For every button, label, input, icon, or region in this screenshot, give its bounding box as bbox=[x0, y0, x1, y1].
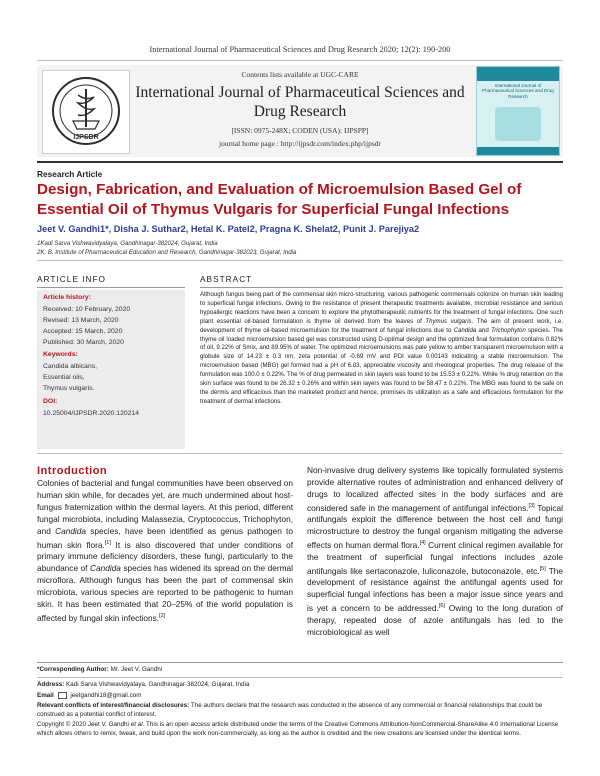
introduction-heading: Introduction bbox=[37, 465, 108, 477]
history-heading: Article history: bbox=[43, 294, 91, 301]
abstract-species-candida: Candida bbox=[453, 326, 477, 334]
article-title: Design, Fabrication, and Evaluation of Microemulsion Based Gel of Essential Oil of Thymus Vulgaris for Superficial Fungal Infections bbox=[37, 181, 522, 218]
article-info-rule bbox=[37, 287, 185, 288]
ref-3[interactable]: [3] bbox=[528, 502, 535, 509]
conflict-label: Relevant conflicts of interest/financial disclosures: bbox=[37, 702, 190, 709]
logo-text: IJPSDR bbox=[73, 134, 99, 141]
contents-line: Contents lists available at UGC-CARE bbox=[241, 70, 359, 79]
intro-left-s1: Colonies of bacterial and fungal communities have been observed on human skin while, for decades yet, are much undermined about host-fungus fraternization within the dermal layers. At this period, different fungal microbiota, including Malassezia, Cryptococcus, Trichophyton, and bbox=[37, 478, 293, 536]
introduction-right-column bbox=[307, 465, 563, 639]
abstract-and: and bbox=[478, 326, 489, 334]
keyword-3: Thymus vulgaris. bbox=[43, 385, 95, 392]
footer-rule bbox=[37, 662, 563, 663]
affiliation-2: 2K. B. Institute of Pharmaceutical Education and Research, Gandhinagar-382023, Gujarat, India bbox=[37, 249, 297, 256]
accepted-date: Accepted: 15 March, 2020 bbox=[43, 328, 123, 335]
ref-4[interactable]: [4] bbox=[419, 540, 426, 547]
corr-value: Mr. Jeet V. Gandhi bbox=[110, 666, 163, 673]
cover-bottom-band bbox=[477, 147, 559, 155]
author-email bbox=[37, 692, 563, 701]
abstract-part-3: species. The thyme oil loaded microemulsion based gel was constructed using D-optimal design and the optimized final formulation contains 0.82% of oil, 9.22% of Smix, and 89.95% of water. The optimized microemulsions was pale yellow to amber transparent microemulsion with a globule size of 14.23 ± 0.3 nm, zeta potential of -0.69 mV and PDI value 0.00143 indicating a stable microemulsion. The microemulsion based (MBG) gel formed had a pH of 6.03, appreciable viscosity and rheological properties. The drug release of the formulation was 100.0 ± 0.22%. The % of drug permeated in skin layers was found to be 15.53 ± 0.22%. While % drug retention on the skin surface was found to be 26.32 ± 0.26% and within skin layers was found to be 58.47 ± 0.22%. The MBG was found to be safe on the dermis and efficacious than the marketed product and hence, promises its utilization as a safe and efficacious formulation for the treatment of dermal infections. bbox=[200, 326, 563, 405]
abstract-species-trichophyton: Trichophyton bbox=[490, 326, 526, 334]
abstract-rule bbox=[200, 287, 563, 288]
email-icon bbox=[58, 692, 67, 699]
author-address bbox=[37, 681, 563, 690]
affiliation-1: 1Kadi Sarva Vishwavidyalaya, Gandhinagar-382024, Gujarat, India bbox=[37, 240, 218, 247]
footer-sep-1 bbox=[37, 677, 563, 678]
intro-right-s2: Topical antifungals exploit the difference between the host cell and fungi microstructure to destroy the fungal organism mitigating the adverse effects on human dermal flora. bbox=[307, 502, 564, 550]
abstract-species-thymus: Thymus vulgaris bbox=[425, 317, 472, 325]
ref-1[interactable]: [1] bbox=[104, 539, 111, 546]
header-rule bbox=[37, 260, 563, 261]
journal-logo-icon bbox=[43, 71, 129, 153]
corresponding-author bbox=[37, 666, 563, 675]
cover-band bbox=[477, 67, 559, 81]
article-info-panel bbox=[37, 290, 185, 449]
article-type: Research Article bbox=[37, 169, 103, 179]
abstract-text bbox=[200, 291, 563, 407]
cover-title: International Journal of Pharmaceutical Sciences and Drug Research bbox=[482, 83, 554, 99]
doi-heading: DOI: bbox=[43, 398, 58, 405]
copyright-etal: et al. bbox=[130, 721, 145, 728]
journal-logo bbox=[42, 70, 130, 154]
keyword-1: Candida albicans, bbox=[43, 363, 98, 370]
intro-left-s4: species has widened its spread on the dermal microflora. Although fungus has been the part of commensal skin microbiota, various species are reported to be pathogenic to human skin. It has been estimated that 20–25% of the world population is affected by fungal skin infections. bbox=[37, 563, 294, 623]
ref-2[interactable]: [2] bbox=[159, 612, 166, 619]
keywords-heading: Keywords: bbox=[43, 351, 78, 358]
intro-right-s4: The development of resistance against the antifungal agents used for superficial fungal infections has been a major issue since years and is yet a concern to be addressed. bbox=[307, 565, 563, 614]
intro-left-s3: It is also discovered that under conditions of primary immune deficiency disorders, these fungi, particularly to the abundance of bbox=[37, 539, 294, 574]
issn-line: [ISSN: 0975-248X; CODEN (USA): IJPSPP] bbox=[231, 126, 369, 135]
keyword-2: Essential oils, bbox=[43, 374, 85, 381]
article-info-label: ARTICLE INFO bbox=[37, 274, 107, 284]
received-date: Received: 10 February, 2020 bbox=[43, 306, 131, 313]
email-label: Email bbox=[37, 692, 54, 700]
conflict-value: The authors declare that the research was conducted in the absence of any commercial or financial relationships that could be construed as a potential conflict of interest. bbox=[37, 702, 543, 718]
corr-label: *Corresponding Author: bbox=[37, 666, 109, 673]
ref-6[interactable]: [6] bbox=[438, 603, 445, 610]
cover-graphic bbox=[495, 107, 541, 141]
introduction-left-column bbox=[37, 478, 293, 624]
intro-left-candida-1: Candida bbox=[55, 525, 87, 536]
conflict-statement bbox=[37, 702, 563, 719]
copyright-part-b: This is an open access article distributed under the terms of the Creative Commons Attribution-NonCommercial-ShareAlike 4.0 International License which allows others to remix, tweak, and build upon the work non-commercially, as long as the author is credited and the new creations are licensed under the identical terms. bbox=[37, 721, 559, 737]
author-list: Jeet V. Gandhi1*, Disha J. Suthar2, Hetal K. Patel2, Pragna K. Shelat2, Punit J. Parejiya2 bbox=[37, 224, 420, 234]
journal-title: International Journal of Pharmaceutical Sciences and Drug Research bbox=[135, 84, 465, 120]
journal-citation: International Journal of Pharmaceutical Sciences and Drug Research 2020; 12(2): 190-200 bbox=[149, 45, 451, 54]
copyright-part-a: Copyright © 2020 Jeet V. Gandhi bbox=[37, 721, 129, 728]
intro-left-s2: species, have been identified as genus pathogen to human skin flora. bbox=[37, 525, 293, 550]
intro-left-candida-2: Candida bbox=[89, 563, 121, 574]
revised-date: Revised: 13 March, 2020 bbox=[43, 317, 119, 324]
ref-5[interactable]: [5] bbox=[539, 565, 546, 572]
abstract-part-2: . The aim of present work, i.e. development of thyme oil-based microemulsion for the treatment of fungal infections due to bbox=[200, 317, 563, 334]
doi-value[interactable]: 10.25004/IJPSDR.2020.120214 bbox=[43, 410, 139, 417]
intro-right-s3: Current clinical regimen available for the treatment of superficial fungal infections includes azole antifungals like sertaconazole, luliconazole, butoconazole, etc. bbox=[307, 539, 563, 576]
abstract-bottom-rule bbox=[37, 453, 563, 454]
address-label: Address: bbox=[37, 681, 65, 688]
top-rule bbox=[37, 60, 563, 61]
masthead-rule bbox=[37, 161, 563, 163]
intro-right-s1: Non-invasive drug delivery systems like topically formulated systems provide alternative routes of administration and enhanced delivery of drugs to localized affected sites in the body surfaces and are considered safe in the management of antifungal infections. bbox=[307, 465, 563, 513]
abstract-part-1: Although fungus being part of the commensal skin micro-structuring, various pathogenic commensals colonize on human skin leading to superficial fungal infections. Owing to the resistance of present therapeutic treatments available, microbial resistance and serious hypoallergic reactions have been a concern to explore the phytotherapeutic nutrients for the treatment of fungal infections. One such plant essential oil-based formulation is thyme oil derived from the leaves of bbox=[200, 291, 563, 325]
journal-homepage[interactable]: journal home page : http://ijpsdr.com/index.php/ijpsdr bbox=[218, 139, 382, 148]
copyright-statement bbox=[37, 721, 563, 738]
intro-right-s5: Owing to the long duration of therapy, repeated dose of azole antifungals has led to the microbiological as well bbox=[307, 603, 563, 637]
published-date: Published: 30 March, 2020 bbox=[43, 339, 124, 346]
address-value: Kadi Sarva Vishwavidyalaya, Gandhinagar-382024, Gujarat, India bbox=[66, 681, 250, 688]
journal-cover-thumbnail bbox=[476, 66, 560, 156]
abstract-label: ABSTRACT bbox=[200, 274, 253, 284]
email-value[interactable]: jeetgandhi18@gmail.com bbox=[70, 692, 142, 700]
